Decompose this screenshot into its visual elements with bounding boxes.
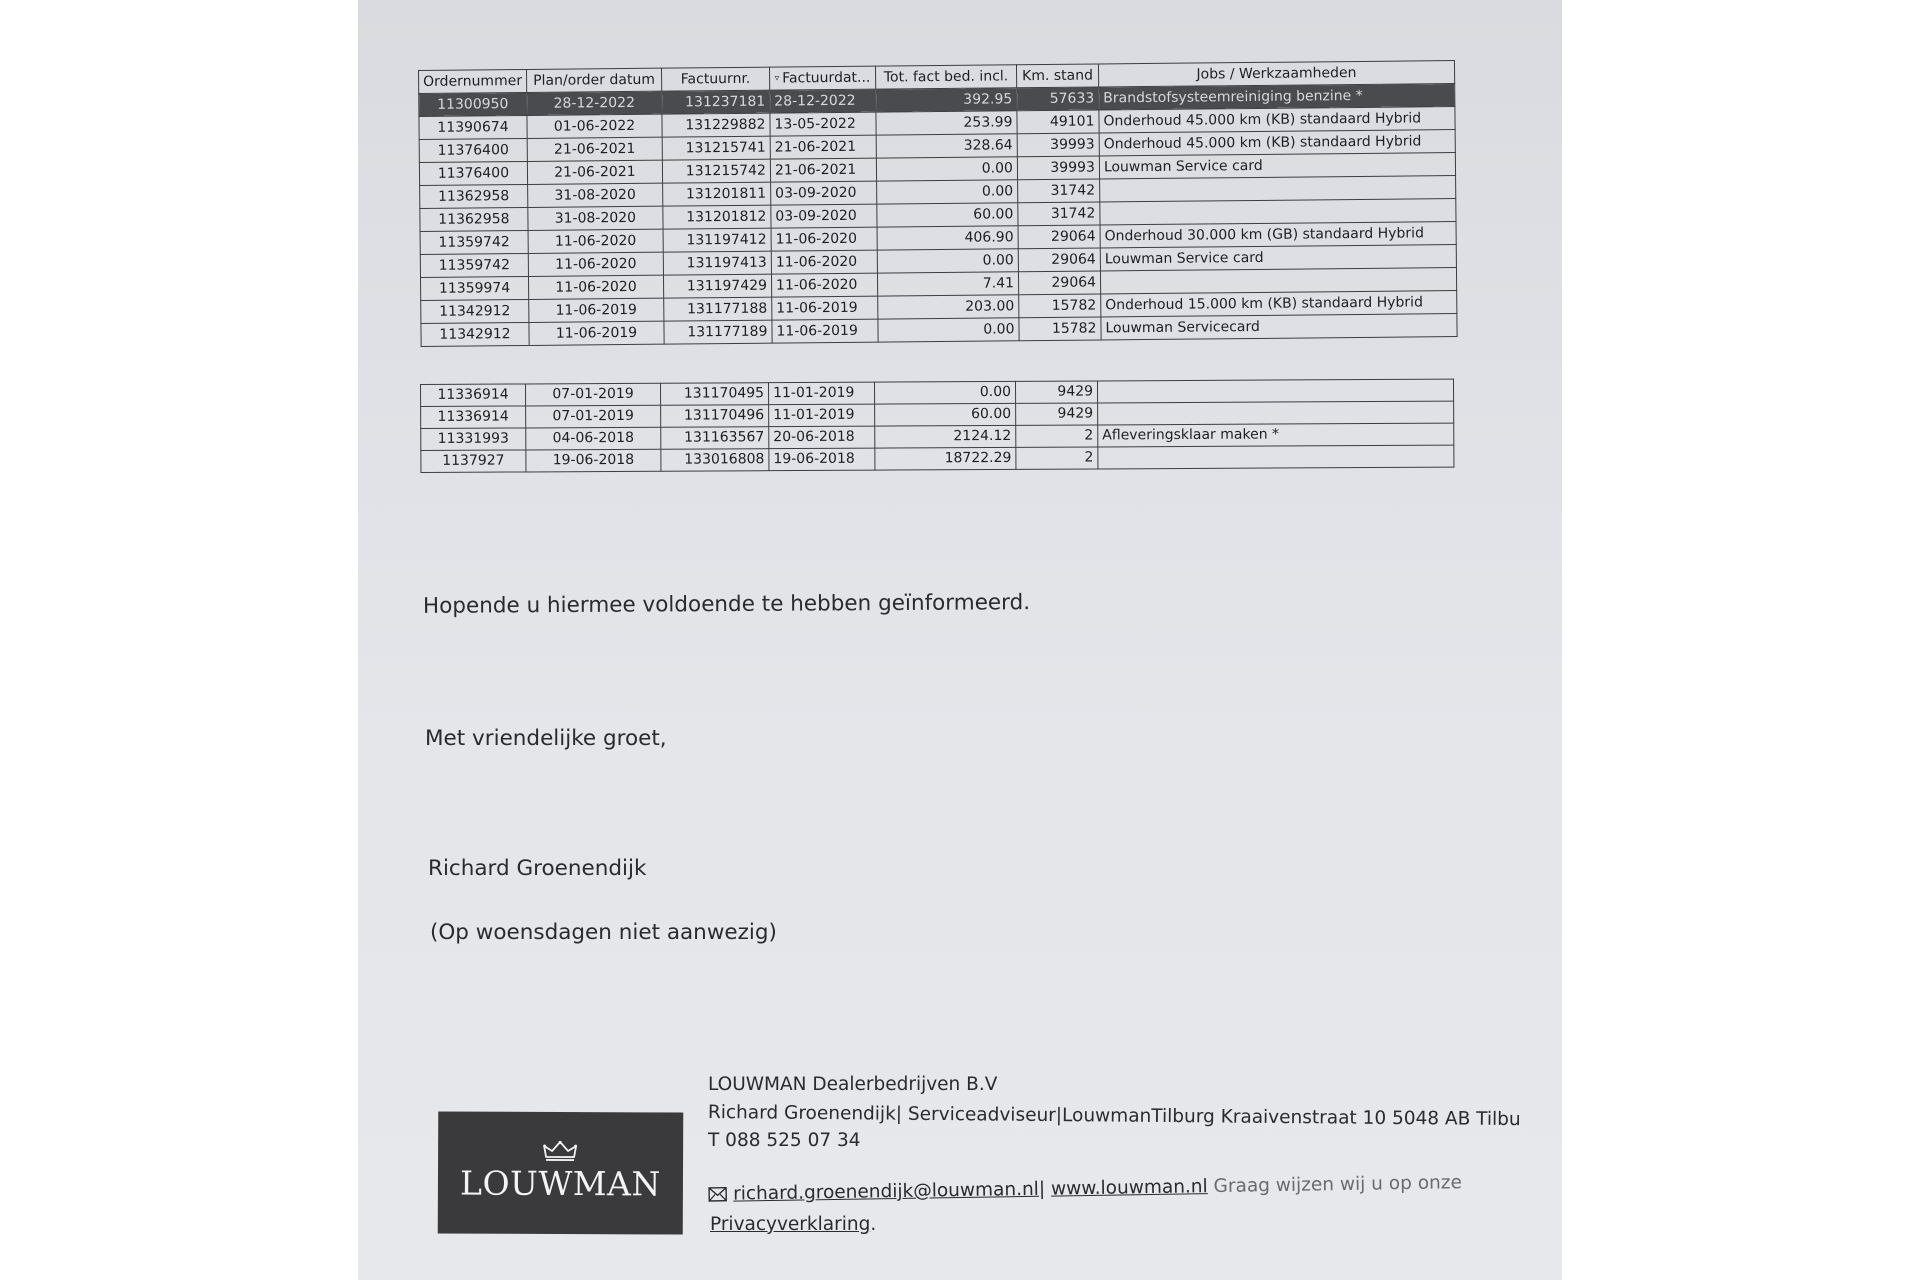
privacy-period: . (870, 1214, 877, 1235)
email-link[interactable]: richard.groenendijk@louwman.nl (732, 1178, 1040, 1205)
column-header-km-stand: Km. stand (1016, 64, 1098, 88)
cell-km-stand: 29064 (1018, 271, 1100, 295)
cell-totaal: 203.00 (878, 295, 1019, 319)
cell-ordernummer: 11342912 (421, 322, 529, 346)
cell-factuurdatum: 11-01-2019 (768, 382, 874, 405)
cell-km-stand: 9429 (1016, 403, 1098, 425)
cell-km-stand: 9429 (1015, 381, 1097, 403)
column-header-factuurdatum (769, 66, 875, 90)
cell-plan-datum: 11-06-2019 (529, 298, 664, 322)
cell-factuurdatum: 03-09-2020 (771, 204, 877, 228)
cell-jobs: Louwman Service card (1099, 153, 1455, 179)
cell-jobs: Louwman Service card (1100, 245, 1456, 271)
cell-factuurnr: 131177188 (664, 297, 772, 321)
contact-line: Richard Groenendijk| Serviceadviseur|LouwmanTilburg Kraaivenstraat 10 5048 AB Tilbu (707, 1102, 1521, 1131)
cell-factuurnr: 131229882 (662, 113, 770, 137)
cell-factuurdatum: 11-06-2019 (772, 296, 878, 320)
phone-number: T 088 525 07 34 (708, 1130, 861, 1151)
cell-factuurdatum: 11-06-2019 (772, 319, 878, 343)
cell-totaal: 253.99 (876, 111, 1017, 135)
envelope-icon (708, 1187, 727, 1202)
signer-name: Richard Groenendijk (428, 856, 647, 881)
cell-ordernummer: 11376400 (419, 138, 527, 162)
cell-totaal: 60.00 (877, 203, 1018, 227)
cell-km-stand: 39993 (1017, 156, 1099, 180)
cell-plan-datum: 11-06-2020 (528, 229, 663, 253)
cell-ordernummer: 11362958 (420, 207, 528, 231)
cell-ordernummer: 11359742 (420, 253, 528, 277)
cell-factuurdatum: 03-09-2020 (771, 181, 877, 205)
contact-links (708, 1172, 1462, 1205)
availability-note: (Op woensdagen niet aanwezig) (430, 920, 777, 945)
cell-factuurnr: 131237181 (662, 90, 770, 114)
cell-ordernummer: 11390674 (419, 115, 527, 139)
privacy-link[interactable]: Privacyverklaring (710, 1214, 871, 1235)
column-header-factuurnr: Factuurnr. (661, 67, 769, 91)
cell-factuurnr: 131170496 (661, 405, 769, 428)
privacy-intro: Graag wijzen wij u op onze (1213, 1172, 1463, 1198)
cell-plan-datum: 19-06-2018 (526, 449, 661, 472)
cell-factuurnr: 131197429 (663, 274, 771, 298)
website-link[interactable]: www.louwman.nl (1050, 1176, 1208, 1200)
cell-ordernummer: 11359974 (420, 276, 528, 300)
cell-factuurdatum: 21-06-2021 (770, 158, 876, 182)
cell-totaal: 18722.29 (875, 447, 1016, 470)
cell-factuurnr: 131177189 (664, 320, 772, 344)
cell-plan-datum: 01-06-2022 (527, 114, 662, 138)
cell-km-stand: 15782 (1019, 294, 1101, 318)
cell-totaal: 7.41 (877, 272, 1018, 296)
cell-jobs: Louwman Servicecard (1101, 314, 1457, 340)
greeting: Met vriendelijke groet, (425, 726, 667, 751)
privacy-line (710, 1214, 876, 1235)
cell-km-stand: 49101 (1017, 110, 1099, 134)
cell-plan-datum: 31-08-2020 (528, 206, 663, 230)
table-row[interactable] (421, 445, 1454, 472)
column-header-plan-order-datum: Plan/order datum (526, 68, 661, 92)
cell-plan-datum: 11-06-2019 (529, 321, 664, 345)
logo-wordmark: LOUWMAN (460, 1163, 661, 1204)
cell-jobs: Onderhoud 30.000 km (GB) standaard Hybrid (1100, 222, 1456, 248)
cell-totaal: 60.00 (875, 403, 1016, 426)
cell-jobs: Onderhoud 45.000 km (KB) standaard Hybrid (1099, 130, 1455, 156)
column-header-jobs: Jobs / Werkzaamheden (1098, 61, 1454, 87)
cell-factuurdatum: 21-06-2021 (770, 135, 876, 159)
cell-jobs (1098, 401, 1454, 425)
column-header-factuurdatum-label: Factuurdat... (782, 69, 871, 87)
column-header-totaal: Tot. fact bed. incl. (875, 65, 1016, 89)
cell-totaal: 0.00 (877, 180, 1018, 204)
cell-plan-datum: 07-01-2019 (526, 405, 661, 428)
cell-km-stand: 31742 (1018, 179, 1100, 203)
cell-totaal: 0.00 (877, 249, 1018, 273)
cell-ordernummer: 11331993 (421, 428, 526, 451)
cell-totaal: 2124.12 (875, 425, 1016, 448)
cell-jobs: Afleveringsklaar maken * (1098, 423, 1454, 447)
company-name: LOUWMAN Dealerbedrijven B.V (708, 1074, 998, 1095)
cell-plan-datum: 28-12-2022 (527, 91, 662, 115)
cell-km-stand: 15782 (1019, 317, 1101, 341)
cell-km-stand: 29064 (1018, 248, 1100, 272)
cell-ordernummer: 11376400 (419, 161, 527, 185)
cell-plan-datum: 11-06-2020 (528, 275, 663, 299)
cell-factuurdatum: 11-06-2020 (771, 227, 877, 251)
link-separator: | (1038, 1178, 1046, 1200)
cell-factuurdatum: 28-12-2022 (770, 89, 876, 113)
cell-ordernummer: 11336914 (421, 406, 526, 429)
cell-factuurnr: 131197413 (663, 251, 771, 275)
cell-plan-datum: 07-01-2019 (526, 383, 661, 406)
cell-plan-datum: 21-06-2021 (527, 137, 662, 161)
cell-ordernummer: 11342912 (421, 299, 529, 323)
closing-sentence: Hopende u hiermee voldoende te hebben geïnformeerd. (422, 590, 1031, 619)
cell-factuurnr: 131215741 (662, 136, 770, 160)
cell-totaal: 0.00 (878, 318, 1019, 342)
invoice-table-older (420, 379, 1454, 473)
cell-totaal: 0.00 (876, 157, 1017, 181)
cell-plan-datum: 21-06-2021 (527, 160, 662, 184)
cell-ordernummer: 11336914 (421, 384, 526, 407)
cell-jobs (1098, 445, 1454, 469)
cell-km-stand: 39993 (1017, 133, 1099, 157)
cell-factuurnr: 131170495 (660, 383, 768, 406)
cell-jobs (1100, 176, 1456, 202)
column-header-ordernummer: Ordernummer (419, 69, 527, 93)
cell-jobs (1100, 199, 1456, 225)
cell-totaal: 392.95 (876, 88, 1017, 112)
louwman-logo (438, 1111, 684, 1234)
cell-factuurdatum: 13-05-2022 (770, 112, 876, 136)
cell-km-stand: 2 (1016, 447, 1098, 469)
cell-factuurnr: 131201812 (663, 205, 771, 229)
cell-jobs: Brandstofsysteemreiniging benzine * (1099, 84, 1455, 110)
cell-factuurnr: 131201811 (663, 182, 771, 206)
cell-plan-datum: 04-06-2018 (526, 427, 661, 450)
cell-factuurnr: 131197412 (663, 228, 771, 252)
cell-plan-datum: 31-08-2020 (528, 183, 663, 207)
crown-icon (542, 1140, 578, 1162)
cell-factuurnr: 133016808 (661, 449, 769, 472)
invoice-table (418, 60, 1458, 347)
cell-km-stand: 57633 (1017, 87, 1099, 111)
cell-km-stand: 31742 (1018, 202, 1100, 226)
cell-km-stand: 29064 (1018, 225, 1100, 249)
cell-jobs (1100, 268, 1456, 294)
cell-totaal: 328.64 (876, 134, 1017, 158)
letter-page (358, 0, 1562, 1280)
cell-km-stand: 2 (1016, 425, 1098, 447)
cell-factuurdatum: 11-01-2019 (769, 404, 875, 427)
cell-factuurdatum: 11-06-2020 (771, 273, 877, 297)
cell-jobs (1097, 379, 1453, 403)
cell-factuurnr: 131163567 (661, 427, 769, 450)
cell-factuurdatum: 11-06-2020 (771, 250, 877, 274)
cell-ordernummer: 11359742 (420, 230, 528, 254)
sort-indicator-icon: ▿ (774, 73, 780, 84)
cell-ordernummer: 11300950 (419, 92, 527, 116)
cell-ordernummer: 11362958 (420, 184, 528, 208)
cell-totaal: 0.00 (874, 381, 1015, 404)
cell-ordernummer: 1137927 (421, 450, 526, 473)
cell-jobs: Onderhoud 15.000 km (KB) standaard Hybrid (1101, 291, 1457, 317)
cell-factuurdatum: 20-06-2018 (769, 426, 875, 449)
cell-factuurnr: 131215742 (662, 159, 770, 183)
cell-totaal: 406.90 (877, 226, 1018, 250)
cell-factuurdatum: 19-06-2018 (769, 448, 875, 471)
cell-jobs: Onderhoud 45.000 km (KB) standaard Hybrid (1099, 107, 1455, 133)
cell-plan-datum: 11-06-2020 (528, 252, 663, 276)
